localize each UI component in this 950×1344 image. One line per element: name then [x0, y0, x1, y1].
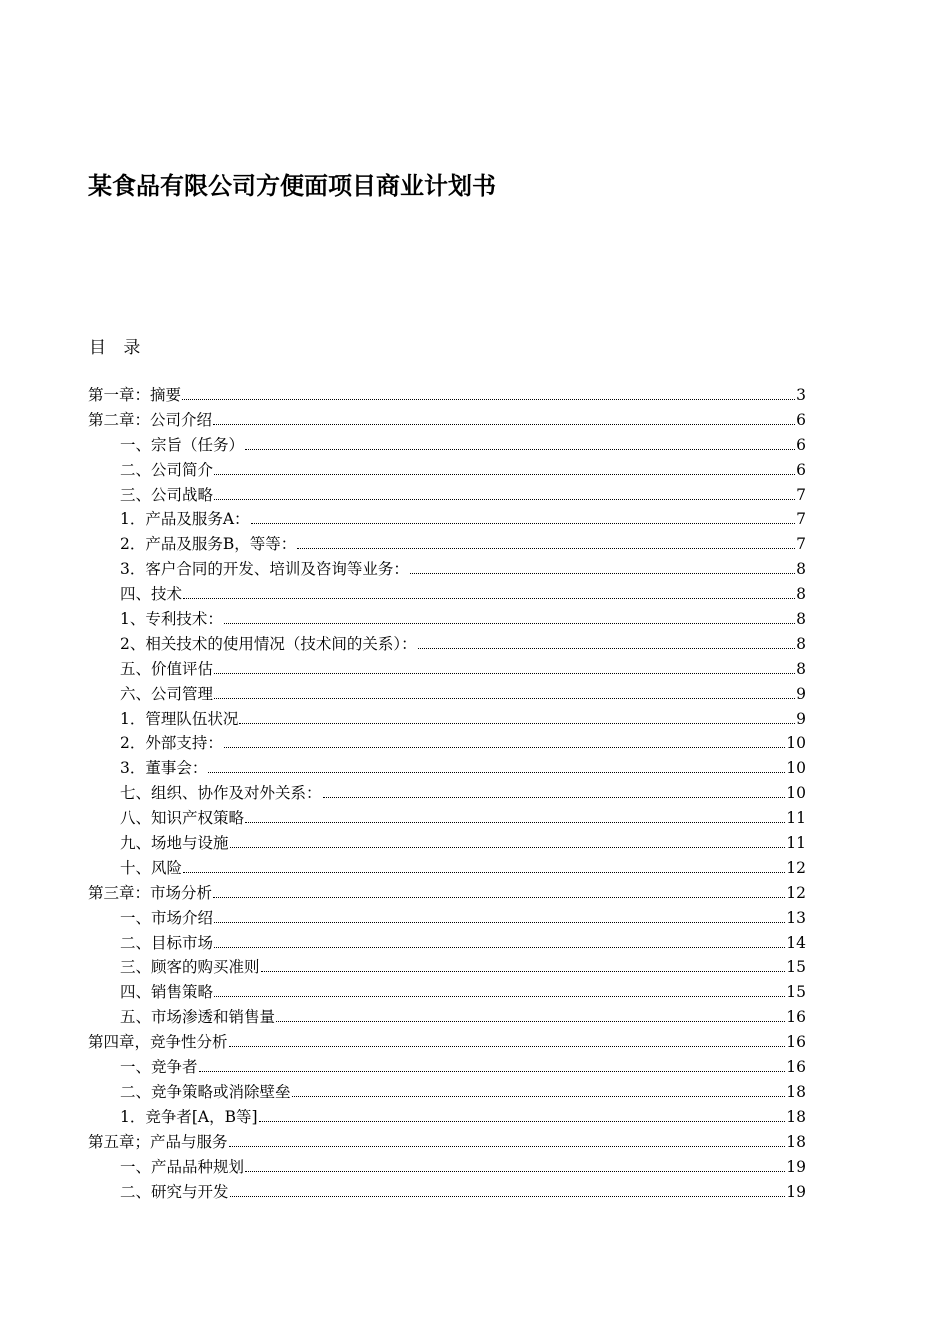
- toc-dot-leader: [224, 747, 785, 748]
- toc-entry[interactable]: [88, 458, 806, 483]
- toc-entry-page-number: 16: [786, 1033, 806, 1052]
- table-of-contents: [88, 383, 806, 1204]
- toc-dot-leader: [261, 971, 786, 972]
- toc-entry-label: 二、目标市场: [120, 933, 214, 952]
- toc-entry[interactable]: [88, 532, 806, 557]
- toc-entry[interactable]: [88, 806, 806, 831]
- toc-entry[interactable]: [88, 831, 806, 856]
- toc-entry-label: 一、宗旨（任务）: [120, 435, 245, 454]
- toc-entry-label: 1、专利技术：: [120, 610, 223, 629]
- toc-entry[interactable]: [88, 1105, 806, 1130]
- toc-entry-page-number: 12: [786, 883, 806, 902]
- toc-entry-page-number: 16: [786, 1008, 806, 1027]
- toc-entry-label: 七、组织、协作及对外关系：: [120, 784, 322, 803]
- toc-entry-page-number: 10: [786, 734, 806, 753]
- toc-entry-label: 1．产品及服务A：: [120, 510, 250, 529]
- toc-entry-label: 第四章，竞争性分析: [88, 1033, 228, 1052]
- toc-entry-page-number: 18: [786, 1107, 806, 1126]
- toc-entry-label: 一、市场介绍: [120, 908, 214, 927]
- toc-dot-leader: [230, 1196, 786, 1197]
- toc-entry-label: 一、竞争者: [120, 1058, 198, 1077]
- toc-dot-leader: [230, 847, 786, 848]
- toc-entry[interactable]: [88, 1030, 806, 1055]
- toc-entry[interactable]: [88, 483, 806, 508]
- toc-entry-page-number: 8: [796, 659, 806, 678]
- toc-entry-page-number: 14: [786, 933, 806, 952]
- toc-entry[interactable]: [88, 557, 806, 582]
- toc-entry-page-number: 19: [786, 1157, 806, 1176]
- toc-entry[interactable]: [88, 931, 806, 956]
- toc-dot-leader: [214, 673, 795, 674]
- toc-dot-leader: [276, 1021, 785, 1022]
- toc-entry-page-number: 7: [796, 510, 806, 529]
- toc-entry[interactable]: [88, 955, 806, 980]
- toc-entry-label: 3．董事会：: [120, 759, 208, 778]
- toc-entry-label: 六、公司管理: [120, 684, 214, 703]
- toc-entry-label: 三、顾客的购买准则: [120, 958, 260, 977]
- toc-entry-page-number: 8: [796, 610, 806, 629]
- toc-entry[interactable]: [88, 1005, 806, 1030]
- toc-dot-leader: [251, 523, 796, 524]
- toc-entry-page-number: 18: [786, 1132, 806, 1151]
- toc-entry-label: 2、相关技术的使用情况（技术间的关系）：: [120, 634, 417, 653]
- document-title: 某食品有限公司方便面项目商业计划书: [88, 172, 496, 200]
- toc-dot-leader: [214, 698, 795, 699]
- toc-entry-label: 第三章：市场分析: [88, 883, 213, 902]
- toc-entry-page-number: 19: [786, 1182, 806, 1201]
- toc-entry-label: 九、场地与设施: [120, 834, 229, 853]
- toc-entry-label: 四、技术: [120, 585, 183, 604]
- toc-entry-page-number: 6: [796, 460, 806, 479]
- toc-entry[interactable]: [88, 1155, 806, 1180]
- toc-entry[interactable]: [88, 632, 806, 657]
- toc-dot-leader: [259, 1121, 786, 1122]
- toc-entry-page-number: 16: [786, 1058, 806, 1077]
- toc-dot-leader: [245, 449, 795, 450]
- toc-entry[interactable]: [88, 682, 806, 707]
- toc-entry[interactable]: [88, 657, 806, 682]
- toc-entry-page-number: 9: [796, 684, 806, 703]
- toc-entry[interactable]: [88, 383, 806, 408]
- toc-entry-label: 八、知识产权策略: [120, 809, 245, 828]
- toc-dot-leader: [182, 399, 795, 400]
- toc-entry[interactable]: [88, 707, 806, 732]
- toc-dot-leader: [229, 1146, 786, 1147]
- toc-dot-leader: [292, 1096, 786, 1097]
- toc-entry[interactable]: [88, 582, 806, 607]
- toc-entry-label: 五、价值评估: [120, 659, 214, 678]
- toc-dot-leader: [323, 797, 786, 798]
- toc-heading: 目 录: [89, 338, 147, 358]
- toc-entry-page-number: 10: [786, 759, 806, 778]
- toc-entry[interactable]: [88, 980, 806, 1005]
- toc-entry[interactable]: [88, 408, 806, 433]
- toc-entry-label: 二、公司简介: [120, 460, 214, 479]
- toc-entry[interactable]: [88, 1055, 806, 1080]
- toc-entry-page-number: 3: [796, 386, 806, 404]
- toc-dot-leader: [199, 1071, 786, 1072]
- toc-dot-leader: [418, 648, 796, 649]
- toc-entry-page-number: 15: [786, 958, 806, 977]
- toc-entry[interactable]: [88, 781, 806, 806]
- toc-entry-label: 一、产品品种规划: [120, 1157, 245, 1176]
- toc-entry-label: 3．客户合同的开发、培训及咨询等业务：: [120, 560, 409, 579]
- toc-entry[interactable]: [88, 1080, 806, 1105]
- toc-entry[interactable]: [88, 756, 806, 781]
- toc-dot-leader: [245, 1171, 785, 1172]
- toc-entry-label: 2．外部支持：: [120, 734, 223, 753]
- toc-entry-page-number: 11: [786, 809, 806, 828]
- toc-entry-label: 第一章：摘要: [88, 386, 182, 404]
- toc-entry-page-number: 7: [796, 535, 806, 554]
- toc-dot-leader: [213, 424, 795, 425]
- toc-entry-label: 五、市场渗透和销售量: [120, 1008, 276, 1027]
- toc-entry-page-number: 7: [796, 485, 806, 504]
- toc-dot-leader: [214, 996, 785, 997]
- toc-entry-label: 1．竞争者[A，B等]: [120, 1107, 258, 1126]
- toc-entry-page-number: 15: [786, 983, 806, 1002]
- toc-entry[interactable]: [88, 906, 806, 931]
- toc-dot-leader: [214, 474, 795, 475]
- toc-entry-page-number: 6: [796, 435, 806, 454]
- toc-entry-page-number: 6: [796, 410, 806, 429]
- toc-dot-leader: [229, 1046, 786, 1047]
- toc-dot-leader: [214, 947, 785, 948]
- toc-entry-page-number: 8: [796, 585, 806, 604]
- toc-entry-page-number: 18: [786, 1082, 806, 1101]
- toc-entry-label: 四、销售策略: [120, 983, 214, 1002]
- toc-dot-leader: [214, 922, 785, 923]
- toc-entry-label: 二、竞争策略或消除壁垒: [120, 1082, 291, 1101]
- toc-entry-page-number: 12: [786, 858, 806, 877]
- toc-entry-label: 第五章；产品与服务: [88, 1132, 228, 1151]
- toc-dot-leader: [297, 548, 795, 549]
- toc-entry-label: 1．管理队伍状况: [120, 709, 239, 728]
- toc-dot-leader: [410, 573, 795, 574]
- toc-entry[interactable]: [88, 1130, 806, 1155]
- toc-entry[interactable]: [88, 731, 806, 756]
- toc-entry-page-number: 11: [786, 834, 806, 853]
- toc-dot-leader: [224, 623, 795, 624]
- toc-entry[interactable]: [88, 607, 806, 632]
- toc-dot-leader: [245, 822, 785, 823]
- toc-dot-leader: [183, 872, 785, 873]
- toc-entry-page-number: 9: [796, 709, 806, 728]
- toc-entry-page-number: 10: [786, 784, 806, 803]
- toc-entry[interactable]: [88, 507, 806, 532]
- toc-entry-label: 2．产品及服务B，等等：: [120, 535, 297, 554]
- toc-entry-label: 第二章：公司介绍: [88, 410, 213, 429]
- toc-dot-leader: [239, 723, 795, 724]
- toc-entry-label: 十、风险: [120, 858, 183, 877]
- toc-dot-leader: [214, 499, 795, 500]
- toc-entry-label: 三、公司战略: [120, 485, 214, 504]
- toc-entry[interactable]: [88, 433, 806, 458]
- toc-dot-leader: [213, 897, 785, 898]
- toc-entry[interactable]: [88, 881, 806, 906]
- toc-entry[interactable]: [88, 856, 806, 881]
- toc-entry-page-number: 8: [796, 634, 806, 653]
- toc-entry[interactable]: [88, 1180, 806, 1205]
- toc-dot-leader: [183, 598, 795, 599]
- toc-entry-page-number: 8: [796, 560, 806, 579]
- toc-entry-label: 二、研究与开发: [120, 1182, 229, 1201]
- toc-dot-leader: [208, 772, 785, 773]
- toc-entry-page-number: 13: [786, 908, 806, 927]
